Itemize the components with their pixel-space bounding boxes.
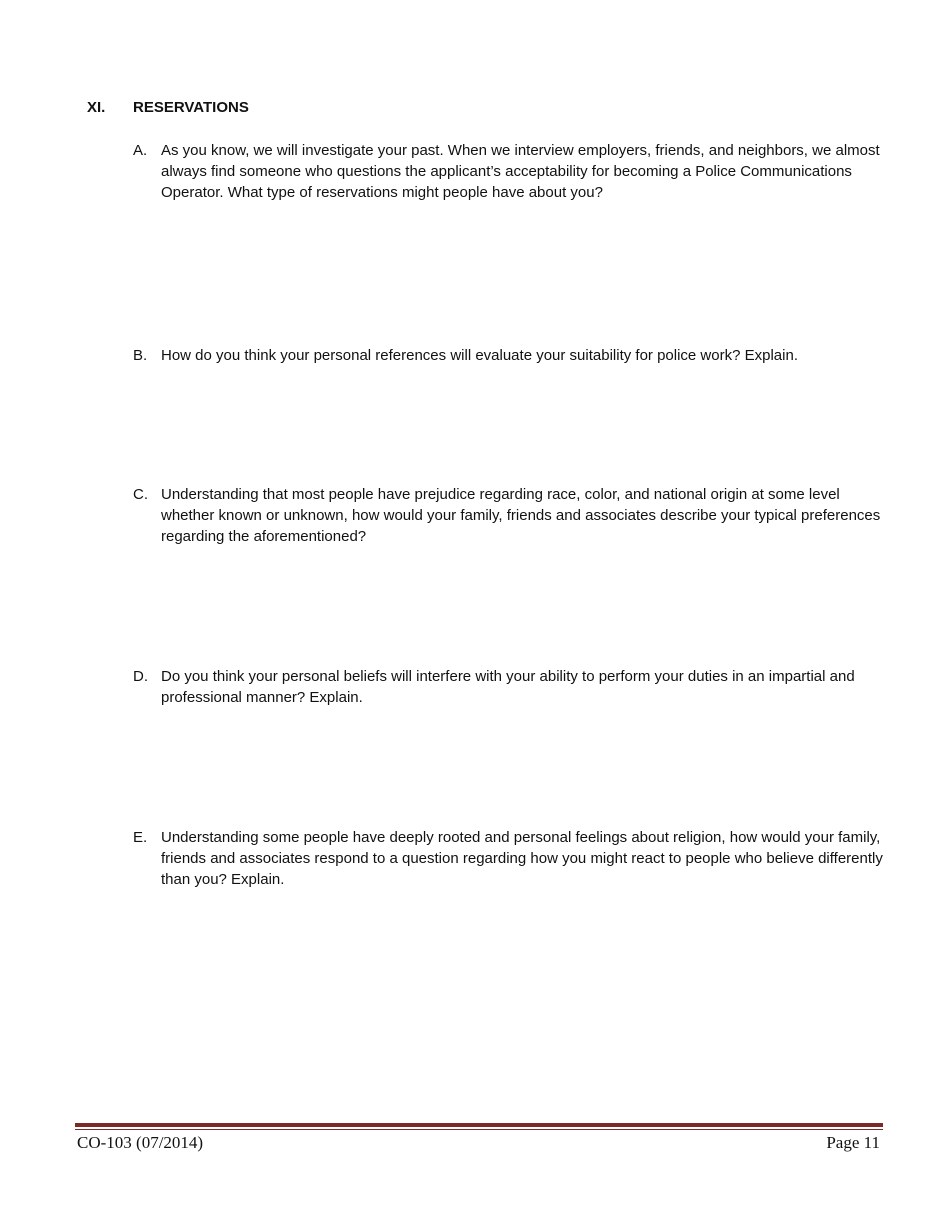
question-letter: D. (133, 668, 148, 685)
footer-page-number: Page 11 (826, 1133, 880, 1152)
question-b (133, 345, 883, 366)
footer-rule-thick (75, 1123, 883, 1127)
question-a (133, 140, 883, 203)
section-title: RESERVATIONS (133, 99, 249, 116)
question-c (133, 484, 883, 547)
question-letter: A. (133, 142, 148, 159)
question-letter: C. (133, 486, 148, 503)
question-letter: E. (133, 829, 148, 846)
footer-form-id: CO-103 (07/2014) (77, 1133, 204, 1152)
question-text: Do you think your personal beliefs will interfere with your ability to perform your duties in an impartial and professional manner? Explain. (161, 668, 855, 706)
question-text: Understanding some people have deeply rooted and personal feelings about religion, how would your family, friends and associates respond to a question regarding how you might react to people who believe differently than you? Explain. (161, 829, 883, 888)
section-number: XI. (87, 99, 106, 116)
question-letter: B. (133, 347, 148, 364)
question-text: As you know, we will investigate your past. When we interview employers, friends, and neighbors, we almost always find someone who questions the applicant’s acceptability for becoming a Police Communications Operator. What type of reservations might people have about you? (161, 142, 880, 201)
question-text: Understanding that most people have prejudice regarding race, color, and national origin at some level whether known or unknown, how would your family, friends and associates describe your typical preferences regarding the aforementioned? (161, 486, 881, 545)
footer-rule-thin (75, 1129, 883, 1130)
question-text: How do you think your personal references will evaluate your suitability for police work? Explain. (161, 347, 798, 364)
question-e (133, 827, 883, 890)
question-d (133, 666, 883, 708)
